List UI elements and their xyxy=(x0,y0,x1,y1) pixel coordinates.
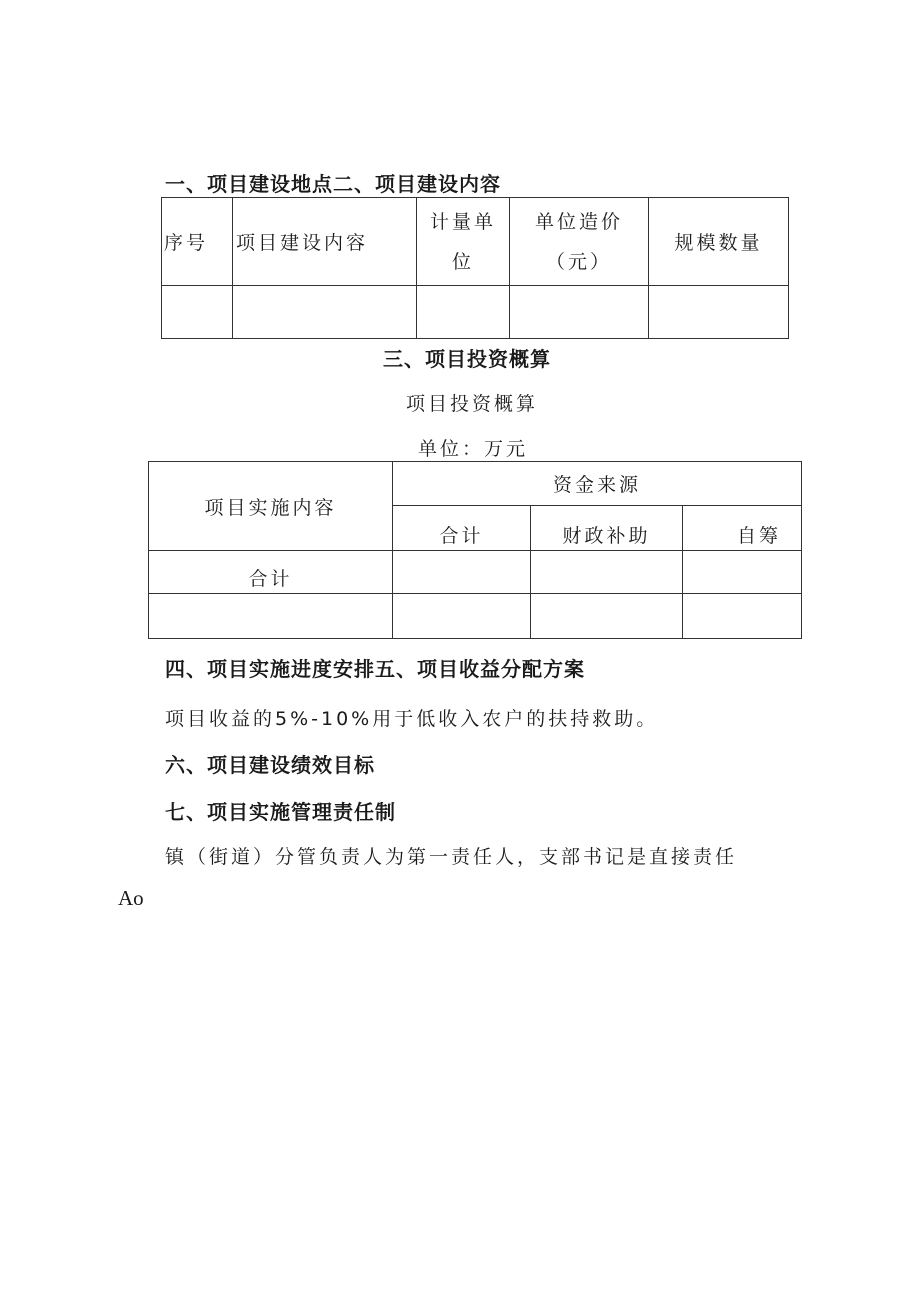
table-cell xyxy=(162,286,233,339)
table2-unit: 单位：万元 xyxy=(418,438,529,460)
row-total-label: 合计 xyxy=(149,551,393,594)
section-heading-3: 三、项目投资概算 xyxy=(383,347,551,371)
header-fund-source: 资金来源 xyxy=(393,462,802,506)
table-cell xyxy=(531,551,683,594)
header-fiscal-subsidy: 财政补助 xyxy=(531,506,683,551)
table-cell xyxy=(233,286,417,339)
construction-content-table xyxy=(161,197,789,339)
investment-budget-table xyxy=(148,461,802,639)
table-cell xyxy=(531,594,683,639)
table-cell xyxy=(649,286,789,339)
section5-text: 项目收益的5%-10%用于低收入农户的扶持救助。 xyxy=(165,708,659,730)
header-implementation-content: 项目实施内容 xyxy=(149,462,393,551)
section-heading-4-5: 四、项目实施进度安排五、项目收益分配方案 xyxy=(165,657,585,681)
table-cell xyxy=(683,551,802,594)
table-cell xyxy=(393,551,531,594)
table-cell xyxy=(683,594,802,639)
table-cell xyxy=(149,594,393,639)
table-cell xyxy=(393,594,531,639)
header-quantity: 规模数量 xyxy=(649,198,789,286)
section-heading-7: 七、项目实施管理责任制 xyxy=(165,800,396,824)
header-serial: 序号 xyxy=(162,198,233,286)
section-heading-1-2: 一、项目建设地点二、项目建设内容 xyxy=(165,172,501,196)
section7-text-line2: Ao xyxy=(118,886,144,910)
section7-text-line1: 镇（街道）分管负责人为第一责任人，支部书记是直接责任 xyxy=(165,846,738,868)
header-unit-price: 单位造价 （元） xyxy=(510,198,649,286)
header-subtotal: 合计 xyxy=(393,506,531,551)
header-content: 项目建设内容 xyxy=(233,198,417,286)
table-cell xyxy=(510,286,649,339)
table2-title: 项目投资概算 xyxy=(406,393,539,415)
header-unit: 计量单 位 xyxy=(417,198,510,286)
header-self-raised: 自筹 xyxy=(683,506,802,551)
table-cell xyxy=(417,286,510,339)
section-heading-6: 六、项目建设绩效目标 xyxy=(165,753,375,777)
